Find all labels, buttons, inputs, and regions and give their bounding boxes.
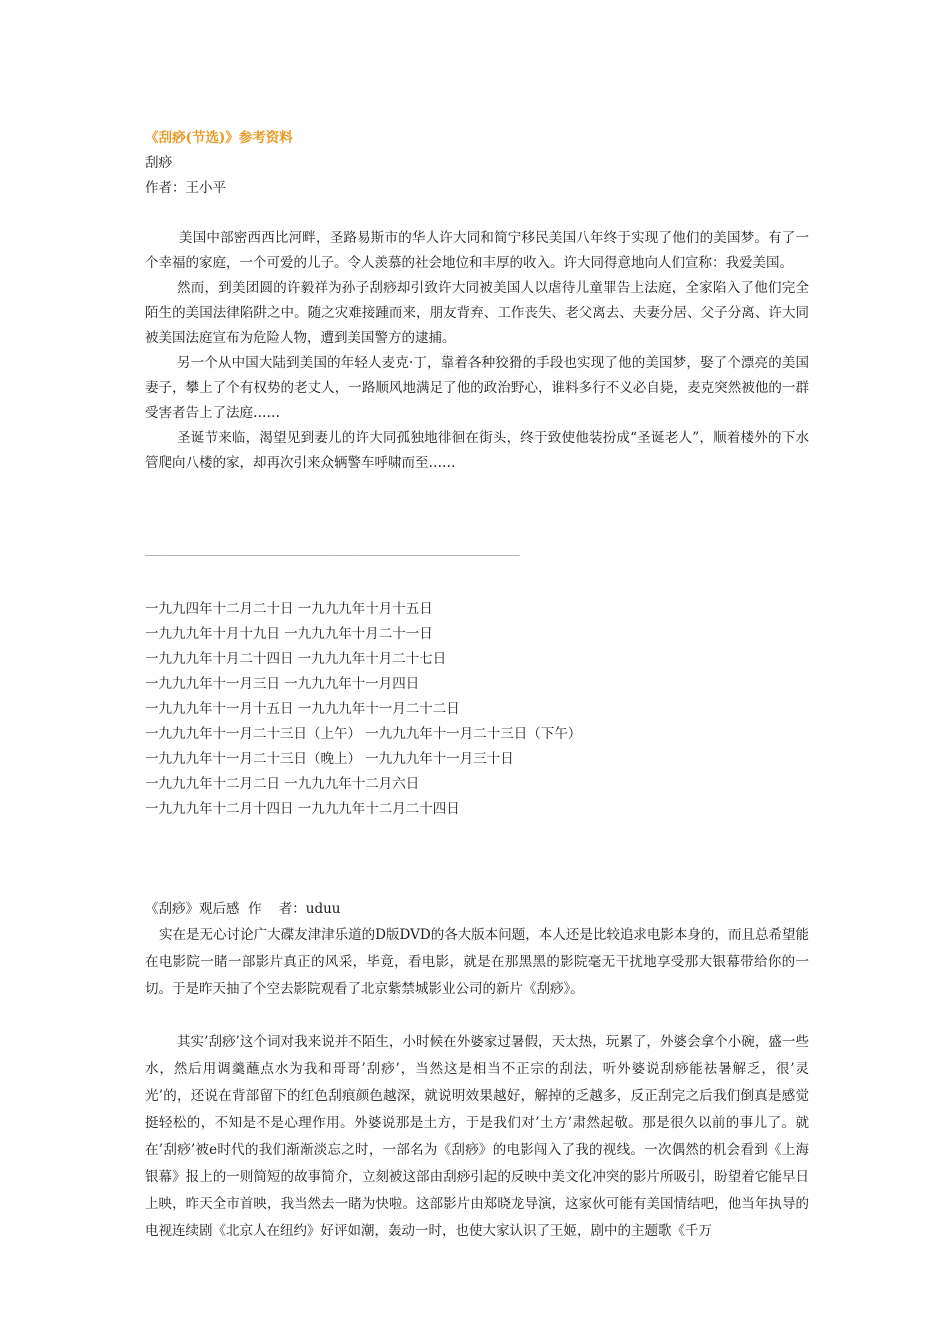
- document-title: 《刮痧(节选)》参考资料: [145, 130, 293, 146]
- date-list: [145, 597, 809, 822]
- date-row: 一九九九年十二月十四日 一九九九年十二月二十四日: [145, 801, 460, 817]
- synopsis-paragraph: 另一个从中国大陆到美国的年轻人麦克·丁，靠着各种狡猾的手段也实现了他的美国梦，娶了个漂亮的美国妻子，攀上了个有权势的老丈人，一路顺风地满足了他的政治野心，谁料多行不义必自毙，麦克突然被他的一群受害者告上了法庭……: [145, 355, 809, 421]
- review-heading: 《刮痧》观后感 作 者：uduu: [145, 901, 341, 917]
- date-row: 一九九九年十月二十四日 一九九九年十月二十七日: [145, 651, 447, 667]
- author-line: 作者：王小平: [145, 180, 226, 196]
- date-row: 一九九九年十一月二十三日（晚上） 一九九九年十一月三十日: [145, 751, 514, 767]
- date-row: 一九九九年十二月二日 一九九九年十二月六日: [145, 776, 420, 792]
- date-row: 一九九九年十月十九日 一九九九年十月二十一日: [145, 626, 433, 642]
- synopsis-paragraph: 圣诞节来临，渴望见到妻儿的许大同孤独地徘徊在街头，终于致使他装扮成“圣诞老人”，顺着楼外的下水管爬向八楼的家，却再次引来众辆警车呼啸而至……: [145, 430, 809, 471]
- synopsis-block: [145, 226, 809, 476]
- date-row: 一九九九年十一月二十三日（上午） 一九九九年十一月二十三日（下午）: [145, 726, 582, 742]
- synopsis-paragraph: 美国中部密西西比河畔，圣路易斯市的华人许大同和简宁移民美国八年终于实现了他们的美国梦。有了一个幸福的家庭，一个可爱的儿子。令人羡慕的社会地位和丰厚的收入。许大同得意地向人们宣称：我爱美国。: [145, 230, 809, 271]
- review-paragraph: 其实’刮痧’这个词对我来说并不陌生，小时候在外婆家过暑假，天太热，玩累了，外婆会拿个小碗，盛一些水，然后用调羹蘸点水为我和哥哥’刮痧’，当然这是相当不正宗的刮法，听外婆说刮痧能祛暑解乏，很’灵光’的，还说在背部留下的红色刮痕颜色越深，就说明效果越好，解掉的乏越多，反正刮完之后我们倒真是感觉挺轻松的，不知是不是心理作用。外婆说那是土方，于是我们对’土方’肃然起敬。那是很久以前的事儿了。就在’刮痧’被e时代的我们渐渐淡忘之时，一部名为《刮痧》的电影闯入了我的视线。一次偶然的机会看到《上海银幕》报上的一则简短的故事简介，立刻被这部由刮痧引起的反映中美文化冲突的影片所吸引，盼望着它能早日上映，昨天全市首映，我当然去一睹为快啦。这部影片由郑晓龙导演，这家伙可能有美国情结吧，他当年执导的电视连续剧《北京人在纽约》好评如潮，轰动一时，也使大家认识了王姬，剧中的主题歌《千万: [145, 1034, 809, 1239]
- film-title: 刮痧: [145, 155, 172, 171]
- date-row: 一九九九年十一月十五日 一九九九年十一月二十二日: [145, 701, 460, 717]
- header-block: [145, 126, 809, 201]
- section-divider: ________________________________________________________________________________: [145, 547, 519, 557]
- review-paragraph: 实在是无心讨论广大碟友津津乐道的D版DVD的各大版本问题，本人还是比较追求电影本身的，而且总希望能在电影院一睹一部影片真正的风采，毕竟，看电影，就是在那黑黑的影院毫无干扰地享受那大银幕带给你的一切。于是昨天抽了个空去影院观看了北京紫禁城影业公司的新片《刮痧》。: [145, 927, 809, 997]
- date-row: 一九九四年十二月二十日 一九九九年十月十五日: [145, 601, 433, 617]
- synopsis-paragraph: 然而，到美团圆的许毅祥为孙子刮痧却引致许大同被美国人以虐待儿童罪告上法庭，全家陷入了他们完全陌生的美国法律陷阱之中。随之灾难接踵而来，朋友背弃、工作丧失、老父离去、夫妻分居、父子分离、许大同被美国法庭宣布为危险人物，遭到美国警方的逮捕。: [145, 280, 809, 346]
- review-block: [145, 897, 809, 1245]
- date-row: 一九九九年十一月三日 一九九九年十一月四日: [145, 676, 420, 692]
